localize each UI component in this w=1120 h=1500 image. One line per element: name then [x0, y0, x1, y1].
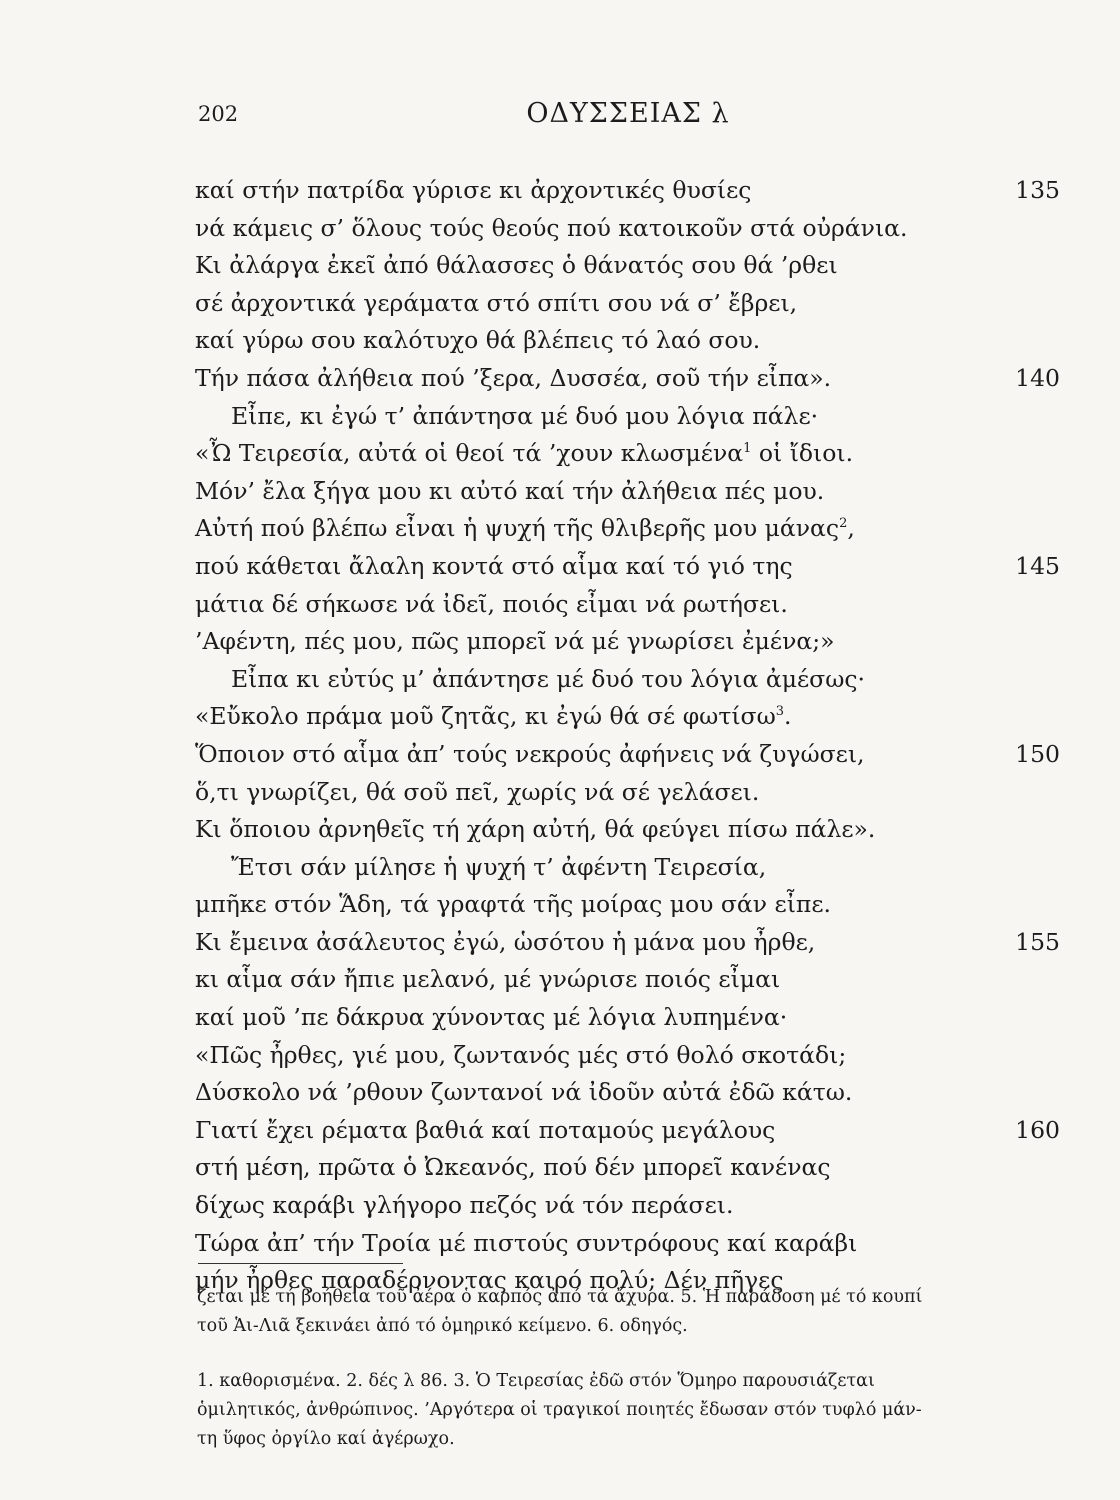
verse-line-text: καί μοῦ ’πε δάκρυα χύνοντας μέ λόγια λυπημένα·: [195, 1003, 788, 1032]
line-number: 145: [1015, 551, 1060, 580]
line-number: 135: [1015, 176, 1060, 204]
verse-line: [195, 510, 1060, 548]
verse-line-text: «Πῶς ἦρθες, γιέ μου, ζωντανός μές στό θολό σκοτάδι;: [195, 1040, 847, 1069]
verse-line: [195, 623, 1060, 661]
verse-line: [195, 285, 1060, 323]
verse-line-text: Κι ἀλάργα ἐκεῖ ἀπό θάλασσες ὁ θάνατός σου θά ’ρθει: [195, 251, 838, 280]
verse-line: [195, 999, 1060, 1037]
footnotes-continued: [197, 1283, 1059, 1341]
verse-line-text: μήν ἦρθες παραδέρνοντας καιρό πολύ; Δέν πῆγες: [195, 1266, 784, 1295]
verse-text: [195, 172, 1060, 1300]
verse-line-text: καί γύρω σου καλότυχο θά βλέπεις τό λαό σου.: [195, 326, 761, 355]
verse-line: [195, 961, 1060, 999]
verse-line: [195, 1187, 1060, 1225]
verse-line-text: Γιατί ἔχει ρέματα βαθιά καί ποταμούς μεγάλους: [195, 1115, 776, 1144]
verse-line-text: πού κάθεται ἄλαλη κοντά στό αἷμα καί τό γιό της: [195, 551, 793, 580]
verse-line-text: σέ ἀρχοντικά γεράματα στό σπίτι σου νά σ’ ἔβρει,: [195, 288, 798, 317]
verse-line-text: «Ὦ Τειρεσία, αὐτά οἱ θεοί τά ’χουν κλωσμένα: [195, 439, 744, 468]
verse-line-text: νά κάμεις σ’ ὅλους τούς θεούς πού κατοικοῦν στά οὐράνια.: [195, 213, 908, 242]
verse-line-text-end: ,: [847, 514, 855, 543]
verse-line: [195, 360, 1060, 398]
footnote-marker: 3: [775, 704, 785, 720]
verse-line-text-end: .: [784, 702, 792, 731]
footnotes: [197, 1367, 1059, 1454]
verse-line-text: κι αἷμα σάν ἤπιε μελανό, μέ γνώρισε ποιός εἶμαι: [195, 965, 781, 994]
verse-line-text: Αὐτή πού βλέπω εἶναι ἡ ψυχή τῆς θλιβερῆς μου μάνας: [195, 514, 840, 543]
footnote-line: ὁμιλητικός, ἀνθρώπινος. ’Αργότερα οἱ τραγικοί ποιητές ἔδωσαν στόν τυφλό μάν-: [197, 1400, 922, 1420]
verse-line: [195, 548, 1060, 586]
footnote-line: τοῦ Ἁι-Λιᾶ ξεκινάει ἀπό τό ὁμηρικό κείμενο. 6. οδηγός.: [197, 1316, 688, 1336]
verse-line: [195, 398, 1060, 436]
verse-line: [195, 849, 1060, 887]
verse-line: [195, 473, 1060, 511]
running-title: ΟΔΥΣΣΕΙΑΣ λ: [526, 98, 730, 129]
verse-line-text: Εἶπε, κι ἐγώ τ’ ἀπάντησα μέ δυό μου λόγια πάλε·: [231, 401, 819, 430]
verse-line-text-end: οἱ ἴδιοι.: [751, 439, 854, 468]
verse-line-text: Τώρα ἀπ’ τήν Τροία μέ πιστούς συντρόφους καί καράβι: [195, 1228, 858, 1257]
verse-line-text: Μόν’ ἔλα ξήγα μου κι αὐτό καί τήν ἀλήθεια πές μου.: [195, 476, 825, 505]
verse-line: [195, 924, 1060, 962]
verse-line: [195, 811, 1060, 849]
verse-line-text: στή μέση, πρῶτα ὁ Ὠκεανός, πού δέν μπορεῖ κανένας: [195, 1153, 831, 1182]
verse-line: [195, 698, 1060, 736]
verse-line: [195, 1225, 1060, 1263]
verse-line: [195, 322, 1060, 360]
verse-line: [195, 1037, 1060, 1075]
verse-line: [195, 210, 1060, 248]
verse-line-text: Κι ὅποιου ἀρνηθεῖς τή χάρη αὐτή, θά φεύγει πίσω πάλε».: [195, 815, 876, 844]
verse-line-text: Τήν πάσα ἀλήθεια πού ’ξερα, Δυσσέα, σοῦ τήν εἶπα».: [195, 363, 832, 392]
footnote-separator: [198, 1263, 403, 1264]
verse-line-text: Εἶπα κι εὐτύς μ’ ἀπάντησε μέ δυό του λόγια ἀμέσως·: [231, 664, 866, 693]
footnote-line: 1. καθορισμένα. 2. δές λ 86. 3. Ὁ Τειρεσίας ἐδῶ στόν Ὅμηρο παρουσιάζεται: [197, 1371, 875, 1391]
verse-line: [195, 1149, 1060, 1187]
verse-line: [195, 736, 1060, 774]
verse-line: [195, 435, 1060, 473]
verse-line-text: ὅ,τι γνωρίζει, θά σοῦ πεῖ, χωρίς νά σέ γελάσει.: [195, 777, 760, 806]
verse-line-text: Κι ἔμεινα ἀσάλευτος ἐγώ, ὡσότου ἡ μάνα μου ἦρθε,: [195, 927, 816, 956]
verse-line-text: μπῆκε στόν Ἅδη, τά γραφτά τῆς μοίρας μου σάν εἶπε.: [195, 890, 832, 919]
verse-line: [195, 886, 1060, 924]
verse-line-text: μάτια δέ σήκωσε νά ἰδεῖ, ποιός εἶμαι νά ρωτήσει.: [195, 589, 788, 618]
verse-line-text: ’Αφέντη, πές μου, πῶς μπορεῖ νά μέ γνωρίσει ἐμένα;»: [195, 627, 835, 656]
verse-line: [195, 1074, 1060, 1112]
verse-line: [195, 774, 1060, 812]
verse-line-text: Δύσκολο νά ’ρθουν ζωντανοί νά ἰδοῦν αὐτά ἐδῶ κάτω.: [195, 1078, 853, 1107]
footnote-line: τη ὕφος ὀργίλο καί ἀγέρωχο.: [197, 1429, 455, 1449]
footnote-marker: 1: [743, 441, 752, 457]
verse-line: [195, 661, 1060, 699]
footnote-marker: 2: [839, 516, 848, 532]
verse-line-text: Ὅποιον στό αἷμα ἀπ’ τούς νεκρούς ἀφήνεις νά ζυγώσει,: [195, 739, 865, 768]
verse-line-text: Ἔτσι σάν μίλησε ἡ ψυχή τ’ ἀφέντη Τειρεσία,: [231, 852, 767, 881]
line-number: 155: [1015, 927, 1060, 956]
verse-line: [195, 1112, 1060, 1150]
line-number: 150: [1015, 739, 1060, 768]
verse-line-text: καί στήν πατρίδα γύρισε κι ἀρχοντικές θυσίες: [195, 176, 752, 204]
verse-line: [195, 172, 1060, 210]
line-number: 160: [1015, 1115, 1060, 1144]
footnote-line: ζεται μέ τή βοήθεια τοῦ ἀέρα ὁ καρπός ἀπό τά ἄχυρα. 5. Ἡ παράδοση μέ τό κουπί: [197, 1287, 923, 1307]
line-number: 140: [1015, 363, 1060, 392]
page-number: 202: [198, 102, 239, 126]
page-header: [198, 98, 1058, 132]
verse-line-text: «Εὔκολο πράμα μοῦ ζητᾶς, κι ἐγώ θά σέ φωτίσω: [195, 702, 776, 731]
verse-line: [195, 586, 1060, 624]
verse-line: [195, 247, 1060, 285]
verse-line-text: δίχως καράβι γλήγορο πεζός νά τόν περάσει.: [195, 1191, 734, 1220]
